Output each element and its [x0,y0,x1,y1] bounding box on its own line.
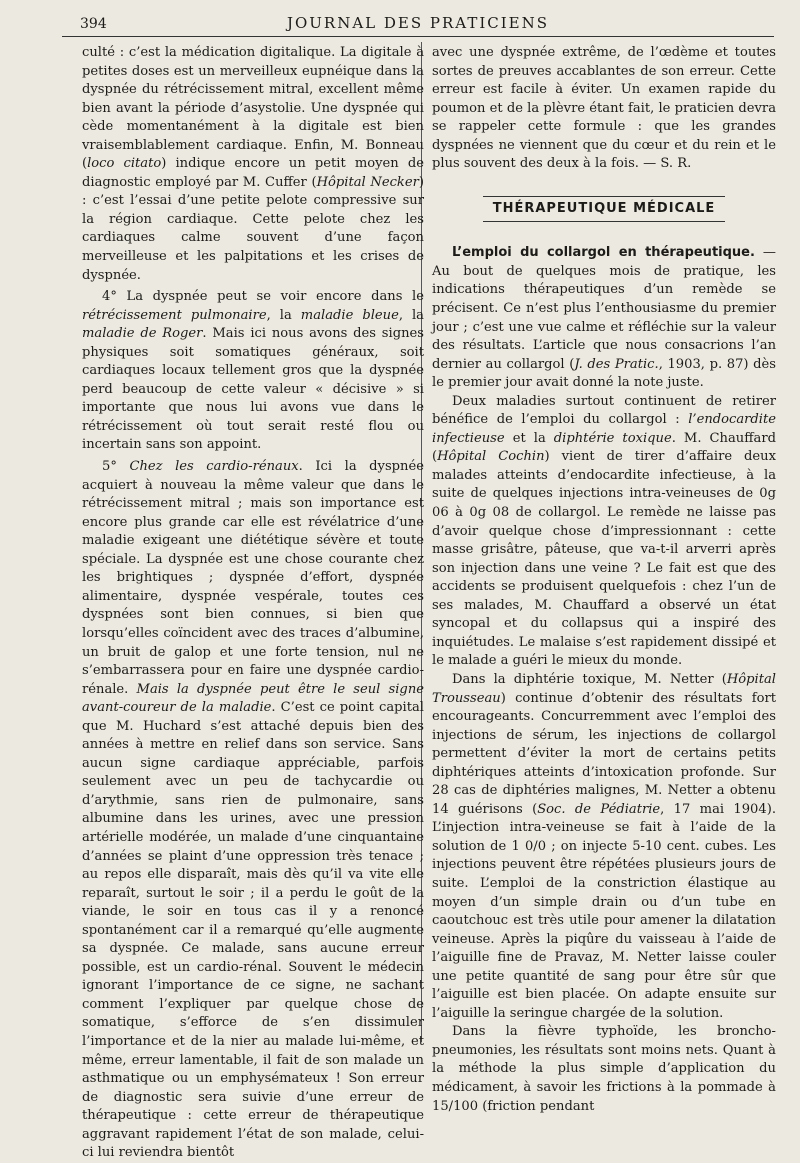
paragraph: culté : c’est la médication digitalique. La digitale à petites doses est un merveilleux eupnéique dans la dyspnée du rétrécissement mitral, excellent même bien avant la période d’asystolie. Une dyspnée qui cède momentanément à la digitale est bien vraisemblablement cardiaque. Enfin, M. Bonneau (loco citato) indique encore un petit moyen de diagnostic employé par M. Cuffer (Hôpital Necker) : c’est l’essai d’une petite pelote compressive sur la région cardiaque. Cette pelote chez les cardiaques calme souvent d’une façon merveilleuse et les palpitations et les crises de dyspnée. [82,45,424,283]
paragraph: Deux maladies surtout continuent de retirer bénéfice de l’emploi du collargol : l’endocardite infectieuse et la diphtérie toxique. M. Chauffard (Hôpital Cochin) vient de tirer d’affaire deux malades atteints d’endocardite infectieuse, à la suite de quelques injections intra-veineuses de 0g 06 à 0g 08 de collargol. Le remède ne laisse pas d’avoir quelque chose d’impressionnant : cette masse grisâtre, pâteuse, que va-t-il arverri après son injection dans une veine ? Le fait est que des accidents se produisent quelquefois : chez l’un de ses malades, M. Chauffard a observé un état syncopal et du collapsus qui a inspiré des inquiétudes. Le malaise s’est rapidement dissipé et le malade a guéri le mieux du monde. [432,393,777,669]
section-heading: THÉRAPEUTIQUE MÉDICALE [432,196,776,223]
page-number: 394 [80,16,107,32]
paragraph: 5° Chez les cardio-rénaux. Ici la dyspnée acquiert à nouveau la même valeur que dans le rétrécissement mitral ; mais son importance est encore plus grande car elle est révélatrice d’une maladie exigeant une diététique sévère et toute spéciale. La dyspnée est une chose courante chez les brightiques ; dyspnée d’effort, dyspnée alimentaire, dyspnée vespérale, toutes ces dyspnées sont bien connues, si bien que lorsqu’elles coïncident avec des traces d’albumine, un bruit de galop et une forte tension, nul ne s’embarrassera pour en faire une dyspnée cardio-rénale. Mais la dyspnée peut être le seul signe avant-coureur de la maladie. C’est ce point capital que M. Huchard s’est attaché depuis bien des années à mettre en relief dans son service. Sans aucun signe cardiaque appréciable, parfois seulement avec un peu de tachycardie ou d’arythmie, sans rien de pulmonaire, sans albumine dans les urines, avec une pression artérielle modérée, un malade d’une cinquantaine d’années se plaint d’une oppression très tenace ; au repos elle disparaît, mais dès qu’il va vite elle reparaît, surtout le soir ; il a perdu le goût de la viande, le soir en tous cas il y a renoncé spontanément car il a remarqué qu’elle augmente sa dyspnée. Ce malade, sans aucune erreur possible, est un cardio-rénal. Souvent le médecin ignorant l’importance de ce signe, ne sachant comment l’expliquer par quelque chose de somatique, s’efforce de s’en dissimuler l’importance et de la nier au malade lui-même, et même, erreur lamentable, il fait de son malade un asthmatique ou un emphysémateux ! Son erreur de diagnostic sera suivie d’une erreur de thérapeutique : cette erreur de thérapeutique aggravant rapidement l’état de son malade, celui-ci lui reviendra bientôt [82,459,425,1161]
page-header [62,6,774,37]
article-title: L’emploi du collargol en thérapeutique. [452,245,755,261]
paragraph: avec une dyspnée extrême, de l’œdème et toutes sortes de preuves accablantes de son erreur. Cette erreur est facile à éviter. Un examen rapide du poumon et de la plèvre étant fait, le praticien devra se rappeler cette formule : que les grandes dyspnées ne viennent que du cœur et du rein et le plus souvent des deux à la fois. — S. R. [432,45,776,172]
paragraph: Dans la diphtérie toxique, M. Netter (Hôpital Trousseau) continue d’obtenir des résultats fort encourageants. Concurremment avec l’emploi des injections de sérum, les injections de collargol permettent d’éviter la mort de certains petits diphtériques atteints d’intoxication profonde. Sur 28 cas de diphtéries malignes, M. Netter a obtenu 14 guérisons (Soc. de Pédiatrie, 17 mai 1904). L’injection intra-veineuse se fait à l’aide de la solution de 1 0/0 ; on injecte 5-10 cent. cubes. Les injections peuvent être répétées plusieurs jours de suite. L’emploi de la constriction élastique au moyen d’un simple drain ou d’un tube en caoutchouc est très utile pour amener la dilatation veineuse. Après la piqûre du vaisseau à l’aide de l’aiguille fine de Pravaz, M. Netter laisse couler une petite quantité de sang pour être sûr que l’aiguille est bien placée. On adapte ensuite sur l’aiguille la seringue chargée de la solution. [432,671,776,1021]
running-title: JOURNAL DES PRATICIENS [286,14,550,32]
left-column [82,44,424,1163]
paragraph: Dans la fièvre typhoïde, les broncho-pneumonies, les résultats sont moins nets. Quant à la méthode la plus simple d’application du médicament, à savoir les frictions à la pommade à 15/100 (friction pendant [432,1024,776,1114]
right-column [432,44,776,1116]
paragraph: L’emploi du collargol en thérapeutique. — Au bout de quelques mois de pratique, les indications thérapeutiques d’un remède se précisent. Ce n’est plus l’enthousiasme du premier jour ; c’est une vue calme et réfléchie sur la valeur des résultats. L’article que nous consacrions l’an dernier au collargol (J. des Pratic., 1903, p. 87) dès le premier jour avait donné la note juste. [432,245,777,391]
paragraph: 4° La dyspnée peut se voir encore dans le rétrécissement pulmonaire, la maladie bleue, la maladie de Roger. Mais ici nous avons des signes physiques soit somatiques généraux, soit cardiaques locaux tellement gros que la dyspnée perd beaucoup de cette valeur « décisive » si importante que nous lui avons vue dans le rétrécissement où tout serait resté flou ou incertain sans son appoint. [82,289,425,453]
